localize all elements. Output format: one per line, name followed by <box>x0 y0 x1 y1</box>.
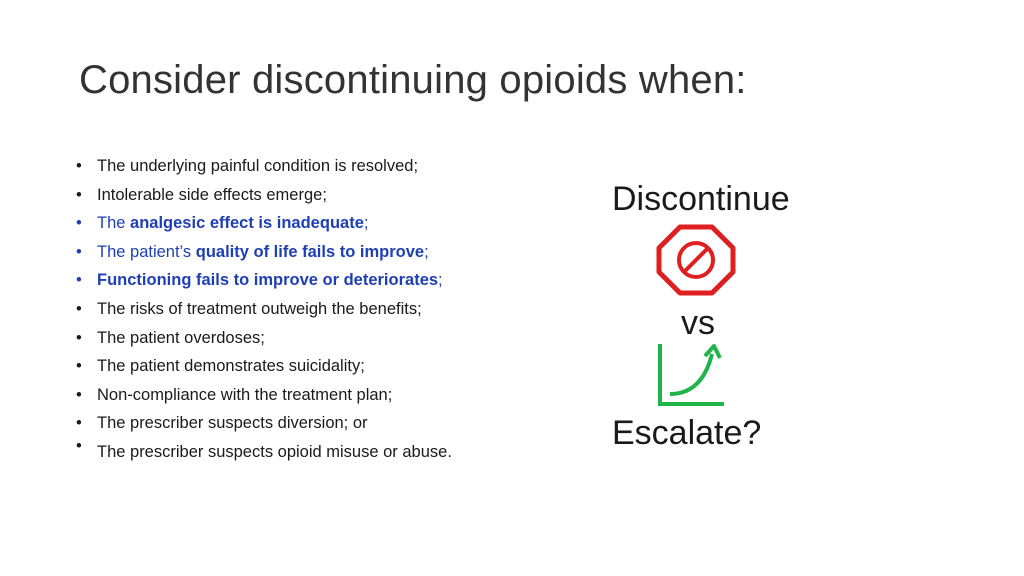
bullet-item <box>76 152 496 181</box>
bullet-text: Intolerable side effects emerge; <box>97 185 327 204</box>
vs-label: vs <box>681 304 715 342</box>
growth-curve <box>670 354 712 394</box>
bullet-text: ; <box>424 242 429 261</box>
bullet-list <box>76 152 496 461</box>
bullet-item <box>76 381 496 410</box>
bullet-item <box>76 352 496 381</box>
bullet-text: ; <box>363 214 369 233</box>
bullet-text: The risks of treatment outweigh the benefits; <box>97 299 422 318</box>
bullet-item <box>76 238 496 267</box>
bullet-item <box>76 266 496 295</box>
bullet-text: The patient overdoses; <box>97 328 265 347</box>
bullet-item <box>76 438 496 461</box>
bullet-emphasis: quality of life fails to improve <box>195 242 425 261</box>
bullet-text: Non-compliance with the treatment plan; <box>97 385 393 404</box>
bullet-text: ; <box>438 271 443 290</box>
stop-sign-icon <box>656 224 736 296</box>
growth-axes <box>660 344 724 404</box>
discontinue-label: Discontinue <box>612 180 790 218</box>
bullet-item <box>76 324 496 353</box>
growth-curve-icon <box>652 342 726 408</box>
bullet-item <box>76 409 496 438</box>
bullet-text: The patient demonstrates suicidality; <box>97 357 365 376</box>
bullet-item <box>76 181 496 210</box>
bullet-text: The patient’s <box>97 242 196 261</box>
slide-title: Consider discontinuing opioids when: <box>79 58 747 102</box>
escalate-label: Escalate? <box>612 414 762 452</box>
bullet-emphasis: Functioning fails to improve or deteriorates <box>97 271 439 290</box>
bullet-item <box>76 209 496 238</box>
bullet-text: The underlying painful condition is resolved; <box>97 157 419 175</box>
prohibition-slash <box>684 248 708 272</box>
bullet-emphasis: analgesic effect is inadequate <box>130 214 364 233</box>
bullet-item <box>76 295 496 324</box>
bullet-text: The prescriber suspects diversion; or <box>97 414 368 433</box>
bullet-text: The prescriber suspects opioid misuse or abuse. <box>97 442 452 461</box>
bullet-text: The <box>97 214 131 233</box>
